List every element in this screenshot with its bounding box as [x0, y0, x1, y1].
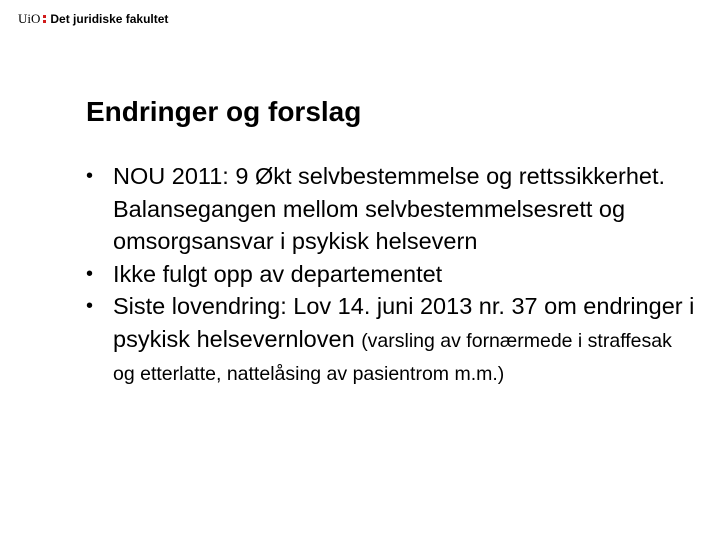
bullet-subtext: (varsling av fornærmede i straffesak og etterlatte, nattelåsing av pasientrom m.m.) [113, 329, 672, 385]
header [18, 11, 168, 27]
logo-separator-icon [43, 13, 46, 25]
bullet-text: Ikke fulgt opp av departementet [113, 260, 443, 287]
bullet-icon: • [86, 295, 94, 317]
bullet-list [86, 160, 696, 389]
bullet-item-nou [86, 160, 696, 258]
faculty-name: Det juridiske fakultet [50, 12, 169, 26]
uio-logo: UiO [18, 11, 41, 26]
bullet-icon: • [86, 165, 94, 187]
bullet-item-departement [86, 258, 696, 291]
bullet-text: Siste lovendring: Lov 14. juni 2013 nr. 37 om endringer i psykisk helsevernloven [113, 293, 695, 352]
bullet-text: NOU 2011: 9 Økt selvbestemmelse og rettssikkerhet. Balansegangen mellom selvbestemmelsesrett og omsorgsansvar i psykisk helsevern [113, 163, 666, 254]
bullet-icon: • [86, 262, 94, 285]
bullet-item-lovendring [86, 290, 696, 389]
slide-title: Endringer og forslag [86, 96, 362, 127]
